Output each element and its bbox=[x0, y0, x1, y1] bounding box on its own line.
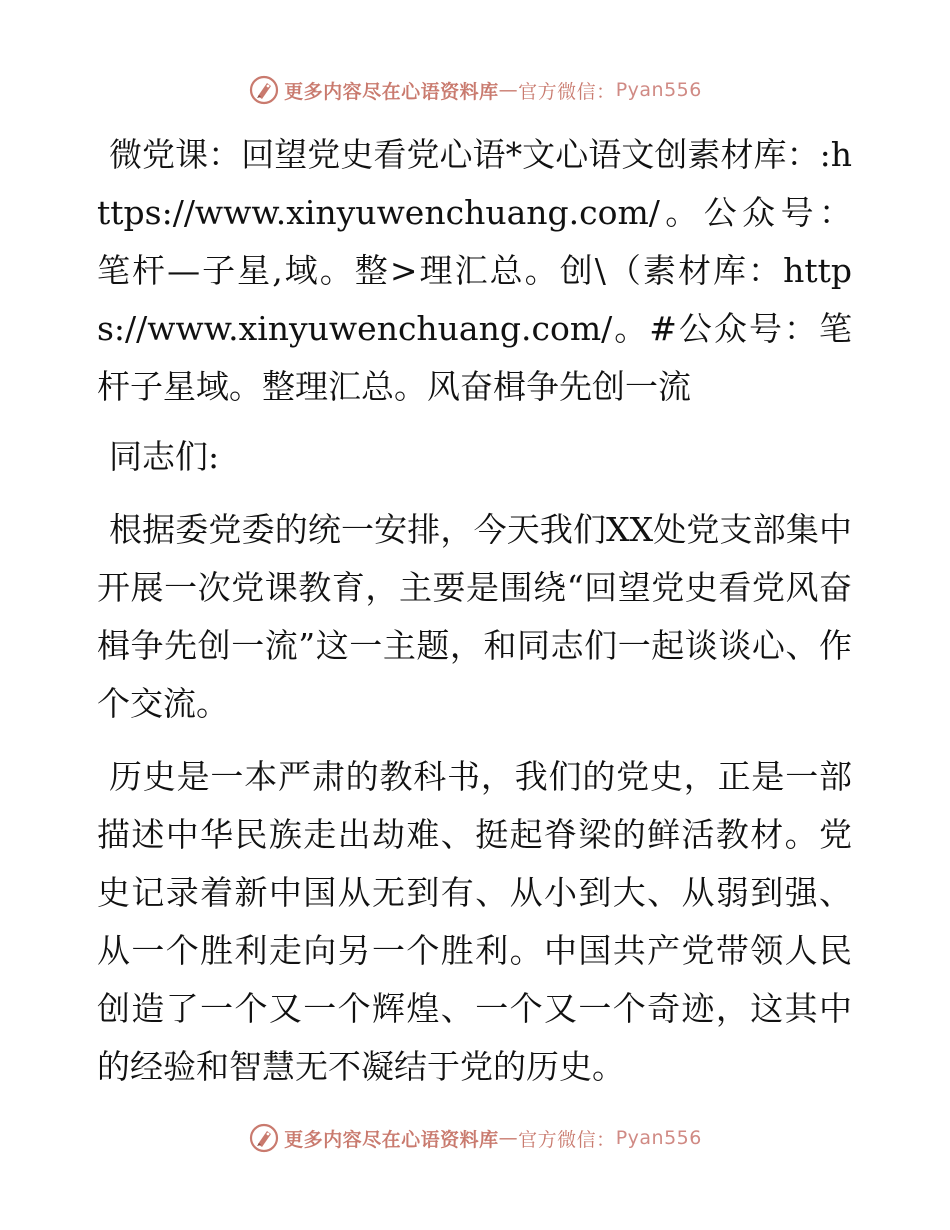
document-paragraph: 根据委党委的统一安排，今天我们XX处党支部集中开展一次党课教育，主要是围绕“回望党史看党风奋楫争先创一流”这一主题，和同志们一起谈谈心、作个交流。 bbox=[97, 510, 852, 723]
document-greeting: 同志们: bbox=[109, 437, 220, 476]
watermark-wechat-label: 官方微信： bbox=[518, 80, 616, 103]
watermark-brand: 更多内容尽在心语资料库 bbox=[284, 80, 499, 103]
watermark-account: Pyan556 bbox=[615, 1127, 702, 1149]
pen-nib-circle-icon bbox=[248, 74, 280, 106]
header-watermark bbox=[0, 74, 950, 106]
footer-watermark bbox=[0, 1122, 950, 1154]
document-intro: 微党课：回望党史看党心语*文心语文创素材库：:https://www.xinyuwenchuang.com/。公众号：笔杆—子星,域。整>理汇总。创\（素材库：https://www.xinyuwenchuang.com/。#公众号：笔杆子星域。整理汇总。风奋楫争先创一流 bbox=[97, 135, 852, 406]
watermark-brand: 更多内容尽在心语资料库 bbox=[284, 1128, 499, 1151]
watermark-wechat-label: 官方微信： bbox=[518, 1128, 616, 1151]
watermark-separator: — bbox=[498, 79, 519, 101]
document-paragraph: 历史是一本严肃的教科书，我们的党史，正是一部描述中华民族走出劫难、挺起脊梁的鲜活教材。党史记录着新中国从无到有、从小到大、从弱到强、从一个胜利走向另一个胜利。中国共产党带领人民创造了一个又一个辉煌、一个又一个奇迹，这其中的经验和智慧无不凝结于党的历史。 bbox=[97, 757, 852, 1086]
document-body bbox=[97, 126, 852, 1111]
pen-nib-circle-icon bbox=[248, 1122, 280, 1154]
watermark-account: Pyan556 bbox=[615, 79, 702, 101]
watermark-separator: — bbox=[498, 1127, 519, 1149]
